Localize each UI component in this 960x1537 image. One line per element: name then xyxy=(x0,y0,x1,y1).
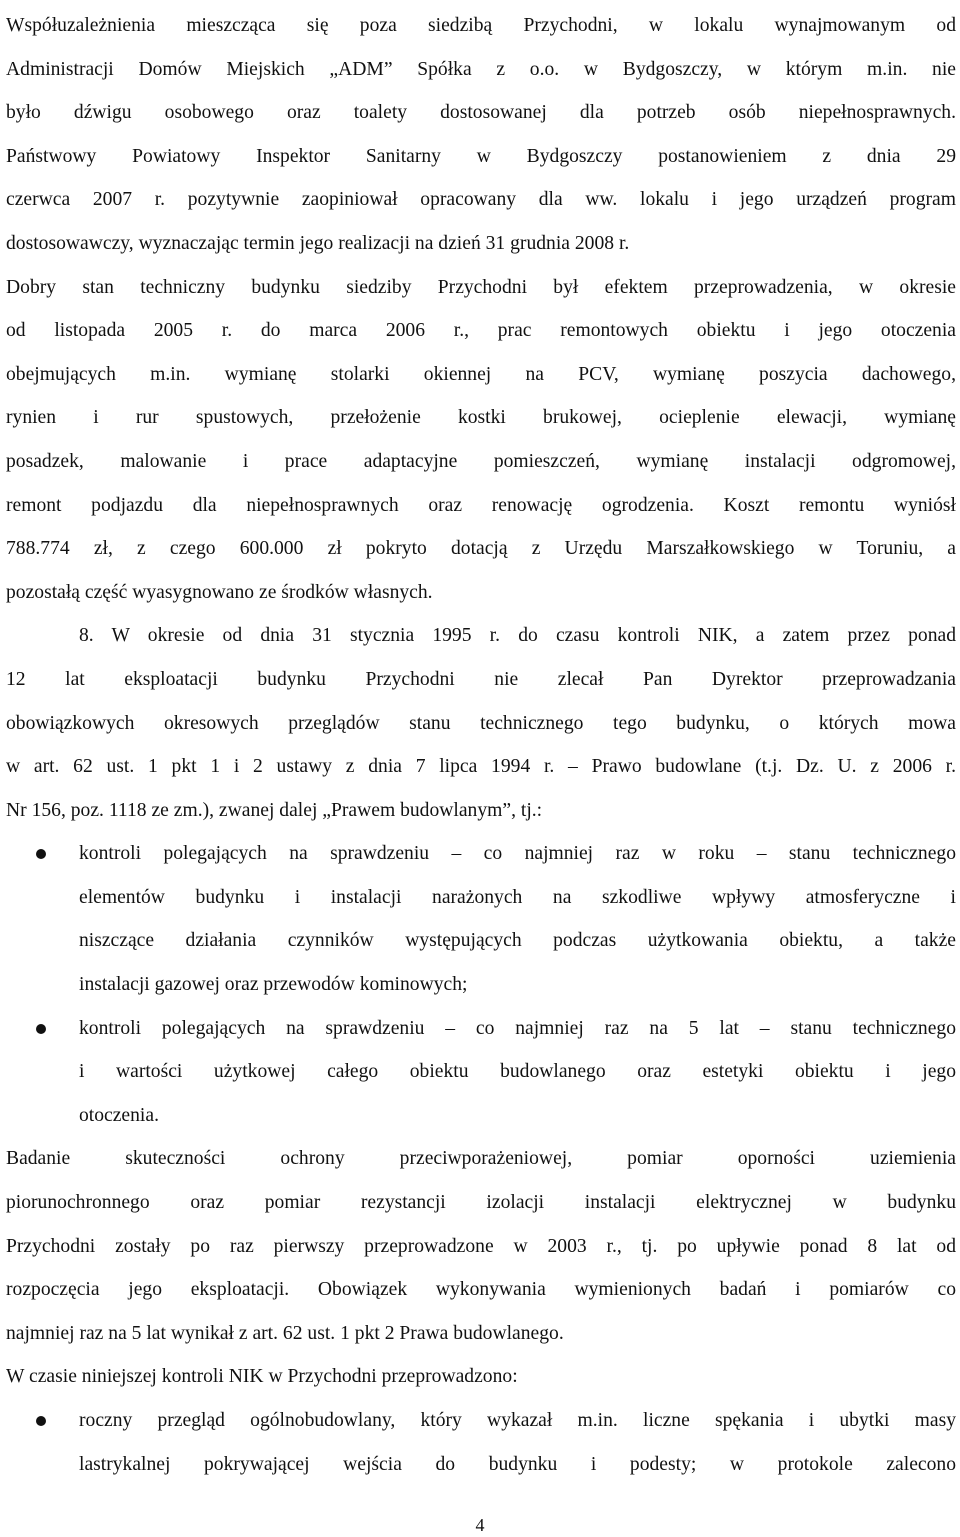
text-line: czerwca 2007 r. pozytywnie zaopiniował opracowany dla ww. lokalu i jego urządzeń program xyxy=(6,189,956,211)
list-item xyxy=(6,1399,956,1486)
text-line: instalacji gazowej oraz przewodów kominowych; xyxy=(79,974,468,996)
text-line: Współuzależnienia mieszcząca się poza siedzibą Przychodni, w lokalu wynajmowanym od xyxy=(6,15,956,36)
text-line: W czasie niniejszej kontroli NIK w Przychodni przeprowadzono: xyxy=(6,1366,518,1388)
text-line: kontroli polegających na sprawdzeniu – co najmniej raz na 5 lat – stanu technicznego xyxy=(79,1017,956,1039)
document-page xyxy=(6,4,956,1486)
text-line: niszczące działania czynników występujących podczas użytkowania obiektu, a także xyxy=(79,930,956,952)
text-line: Administracji Domów Miejskich „ADM” Spółka z o.o. w Bydgoszczy, w którym m.in. nie xyxy=(6,58,956,80)
text-line: posadzek, malowanie i prace adaptacyjne pomieszczeń, wymianę instalacji odgromowej, xyxy=(6,450,956,472)
text-line: i wartości użytkowej całego obiektu budowlanego oraz estetyki obiektu i jego xyxy=(79,1061,956,1083)
page-number: 4 xyxy=(475,1515,485,1535)
text-line: dostosowawczy, wyznaczając termin jego realizacji na dzień 31 grudnia 2008 r. xyxy=(6,232,630,254)
text-line: remont podjazdu dla niepełnosprawnych oraz renowację ogrodzenia. Koszt remontu wyniósł xyxy=(6,494,956,516)
paragraph-kontrola xyxy=(6,1355,956,1399)
bullet-icon xyxy=(36,1024,46,1034)
text-line: obowiązkowych okresowych przeglądów stanu technicznego tego budynku, o których mowa xyxy=(6,712,956,734)
text-line: lastrykalnej pokrywającej wejścia do budynku i podesty; w protokole zalecono xyxy=(79,1453,956,1475)
text-line: 788.774 zł, z czego 600.000 zł pokryto dotacją z Urzędu Marszałkowskiego w Toruniu, a xyxy=(6,538,956,560)
text-line: Badanie skuteczności ochrony przeciwporażeniowej, pomiar oporności uziemienia xyxy=(6,1148,956,1170)
text-line: Państwowy Powiatowy Inspektor Sanitarny w Bydgoszczy postanowieniem z dnia 29 xyxy=(6,145,956,167)
text-line: kontroli polegających na sprawdzeniu – co najmniej raz w roku – stanu technicznego xyxy=(79,843,956,865)
text-line: Przychodni zostały po raz pierwszy przeprowadzone w 2003 r., tj. po upływie ponad 8 lat od xyxy=(6,1235,956,1257)
list-item xyxy=(6,1007,956,1138)
text-line: 12 lat eksploatacji budynku Przychodni nie zlecał Pan Dyrektor przeprowadzania xyxy=(6,668,956,690)
bullet-list-requirements xyxy=(6,832,956,1137)
text-line: roczny przegląd ogólnobudowlany, który wykazał m.in. liczne spękania i ubytki masy xyxy=(79,1410,956,1431)
text-line: elementów budynku i instalacji narażonych na szkodliwe wpływy atmosferyczne i xyxy=(79,886,956,908)
text-line: rynien i rur spustowych, przełożenie kostki brukowej, ocieplenie elewacji, wymianę xyxy=(6,407,956,429)
text-line: otoczenia. xyxy=(79,1104,159,1126)
paragraph-8 xyxy=(6,614,956,832)
bullet-icon xyxy=(36,1416,46,1426)
bullet-list-inspection xyxy=(6,1399,956,1486)
text-line: 8. W okresie od dnia 31 stycznia 1995 r. do czasu kontroli NIK, a zatem przez ponad xyxy=(79,625,956,647)
text-line: Dobry stan techniczny budynku siedziby Przychodni był efektem przeprowadzenia, w okresie xyxy=(6,276,956,298)
text-line: pozostałą część wyasygnowano ze środków własnych. xyxy=(6,581,433,603)
text-line: obejmujących m.in. wymianę stolarki okiennej na PCV, wymianę poszycia dachowego, xyxy=(6,363,956,385)
text-line: było dźwigu osobowego oraz toalety dostosowanej dla potrzeb osób niepełnosprawnych. xyxy=(6,102,956,124)
paragraph-top xyxy=(6,4,956,614)
text-line: w art. 62 ust. 1 pkt 1 i 2 ustawy z dnia 7 lipca 1994 r. – Prawo budowlane (t.j. Dz. U. z 2006 r. xyxy=(6,756,956,778)
text-line: Nr 156, poz. 1118 ze zm.), zwanej dalej „Prawem budowlanym”, tj.: xyxy=(6,799,543,821)
text-line: najmniej raz na 5 lat wynikał z art. 62 ust. 1 pkt 2 Prawa budowlanego. xyxy=(6,1322,564,1344)
paragraph-badanie xyxy=(6,1137,956,1355)
text-line: rozpoczęcia jego eksploatacji. Obowiązek wykonywania wymienionych badań i pomiarów co xyxy=(6,1279,956,1301)
list-item xyxy=(6,832,956,1006)
text-line: od listopada 2005 r. do marca 2006 r., prac remontowych obiektu i jego otoczenia xyxy=(6,320,956,342)
text-line: piorunochronnego oraz pomiar rezystancji izolacji instalacji elektrycznej w budynku xyxy=(6,1192,956,1214)
